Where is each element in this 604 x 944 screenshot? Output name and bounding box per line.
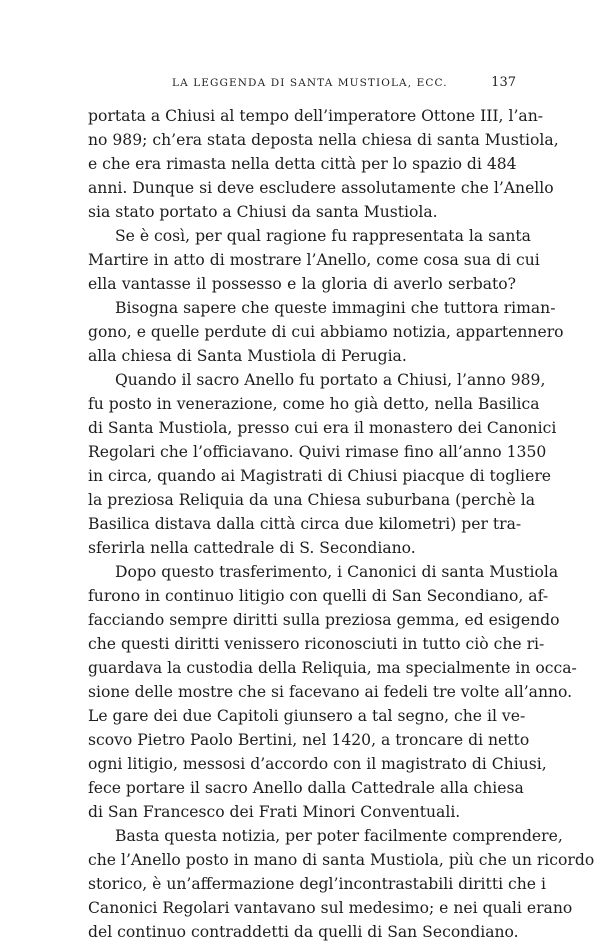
paragraph-first-line: Bisogna sapere che queste immagini che tuttora riman-	[115, 299, 556, 317]
text-line: di San Francesco dei Frati Minori Conventuali.	[88, 803, 461, 821]
text-line: del continuo contraddetti da quelli di San Secondiano.	[88, 923, 519, 941]
text-line: che l’Anello posto in mano di santa Mustiola, più che un ricordo	[88, 851, 595, 869]
text-line: guardava la custodia della Reliquia, ma specialmente in occa-	[88, 659, 577, 677]
text-line: no 989; ch’era stata deposta nella chiesa di santa Mustiola,	[88, 131, 559, 149]
text-line: anni. Dunque si deve escludere assolutamente che l’Anello	[88, 179, 554, 197]
paragraph-first-line: Basta questa notizia, per poter facilmente comprendere,	[115, 827, 563, 845]
text-line: Regolari che l’officiavano. Quivi rimase fino all’anno 1350	[88, 443, 547, 461]
text-line: che questi diritti venissero riconosciuti in tutto ciò che ri-	[88, 635, 545, 653]
text-line: sia stato portato a Chiusi da santa Mustiola.	[88, 203, 438, 221]
text-line: scovo Pietro Paolo Bertini, nel 1420, a troncare di netto	[88, 731, 530, 749]
text-line: Le gare dei due Capitoli giunsero a tal segno, che il ve-	[88, 707, 526, 725]
text-line: e che era rimasta nella detta città per lo spazio di 484	[88, 155, 517, 173]
text-line: Martire in atto di mostrare l’Anello, come cosa sua di cui	[88, 251, 540, 269]
text-line: alla chiesa di Santa Mustiola di Perugia.	[88, 347, 407, 365]
paragraph-first-line: Se è così, per qual ragione fu rappresentata la santa	[115, 227, 531, 245]
page-number: 137	[491, 75, 516, 90]
text-line: di Santa Mustiola, presso cui era il monastero dei Canonici	[88, 419, 557, 437]
text-line: facciando sempre diritti sulla preziosa gemma, ed esigendo	[88, 611, 560, 629]
paragraph-first-line: Quando il sacro Anello fu portato a Chiusi, l’anno 989,	[115, 371, 546, 389]
text-line: Basilica distava dalla città circa due kilometri) per tra-	[88, 515, 522, 533]
text-line: portata a Chiusi al tempo dell’imperatore Ottone III, l’an-	[88, 107, 544, 125]
text-line: sferirla nella cattedrale di S. Secondiano.	[88, 539, 416, 557]
paragraph-first-line: Dopo questo trasferimento, i Canonici di santa Mustiola	[115, 563, 559, 581]
body-text	[88, 104, 595, 941]
running-head	[88, 77, 516, 97]
text-line: ella vantasse il possesso e la gloria di averlo serbato?	[88, 275, 516, 293]
text-line: ogni litigio, messosi d’accordo con il magistrato di Chiusi,	[88, 755, 547, 773]
text-line: Canonici Regolari vantavano sul medesimo; e nei quali erano	[88, 899, 573, 917]
text-line: gono, e quelle perdute di cui abbiamo notizia, appartennero	[88, 323, 564, 341]
text-line: in circa, quando ai Magistrati di Chiusi piacque di togliere	[88, 467, 552, 485]
running-head-title: LA LEGGENDA DI SANTA MUSTIOLA, ECC.	[172, 77, 448, 89]
text-line: la preziosa Reliquia da una Chiesa suburbana (perchè la	[88, 491, 536, 509]
text-line: storico, è un’affermazione degl’incontrastabili diritti che i	[88, 875, 546, 893]
text-line: fu posto in venerazione, come ho già detto, nella Basilica	[88, 395, 540, 413]
text-line: fece portare il sacro Anello dalla Cattedrale alla chiesa	[88, 779, 524, 797]
text-line: sione delle mostre che si facevano ai fedeli tre volte all’anno.	[88, 683, 573, 701]
text-line: furono in continuo litigio con quelli di San Secondiano, af-	[88, 587, 549, 605]
